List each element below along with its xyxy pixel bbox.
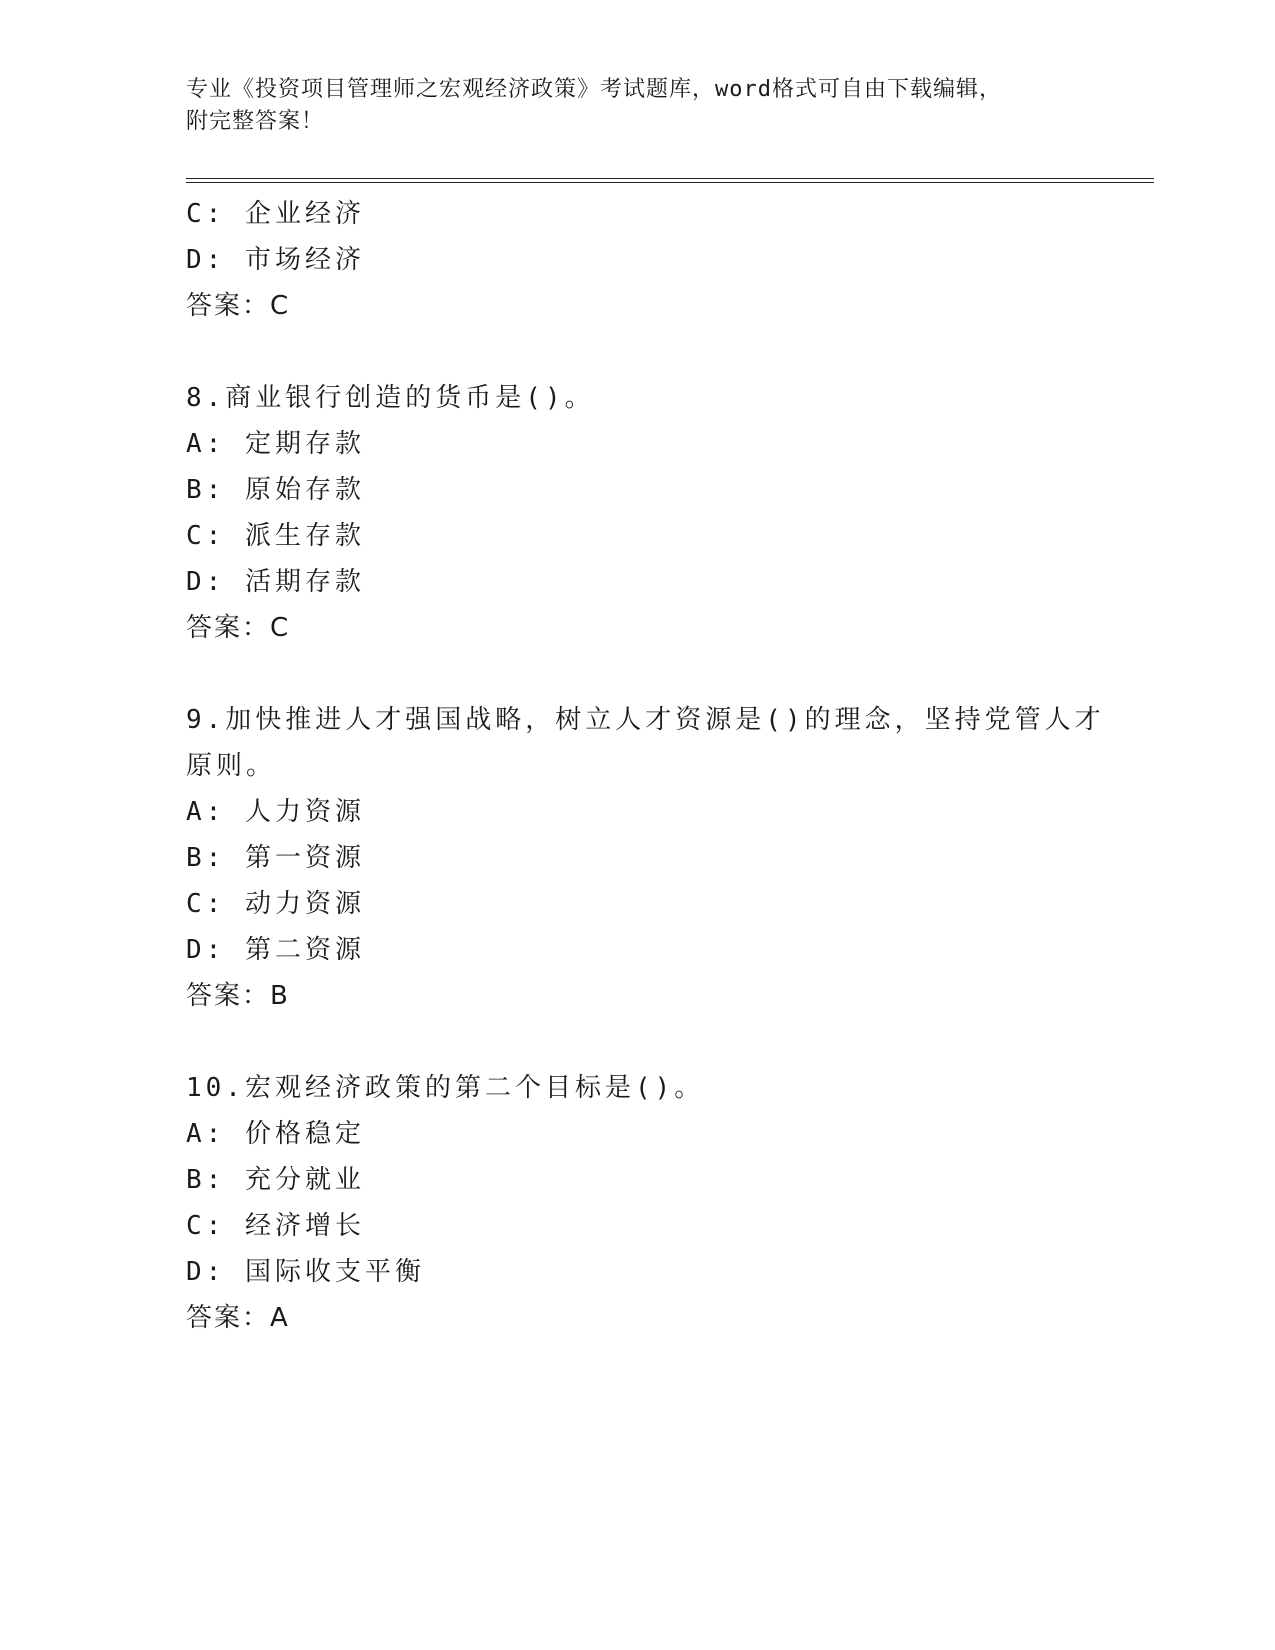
option-c: C: 动力资源 bbox=[186, 889, 365, 919]
question-7-continued bbox=[186, 191, 1086, 329]
answer-line: 答案：C bbox=[186, 613, 291, 643]
question-text: 9.加快推进人才强国战略，树立人才资源是()的理念，坚持党管人才 bbox=[186, 705, 1105, 735]
option-a: A: 定期存款 bbox=[186, 429, 365, 459]
document-header bbox=[186, 74, 1076, 138]
header-line-1: 专业《投资项目管理师之宏观经济政策》考试题库，word格式可自由下载编辑， bbox=[186, 77, 1002, 102]
spacer bbox=[186, 651, 1086, 697]
header-line-2: 附完整答案！ bbox=[186, 109, 325, 134]
header-divider bbox=[186, 178, 1154, 183]
question-10 bbox=[186, 1065, 1086, 1341]
answer-line: 答案：A bbox=[186, 1303, 290, 1333]
question-9 bbox=[186, 697, 1105, 1019]
option-d: D: 活期存款 bbox=[186, 567, 365, 597]
option-d: D: 市场经济 bbox=[186, 245, 365, 275]
question-text: 10.宏观经济政策的第二个目标是()。 bbox=[186, 1073, 705, 1103]
question-text: 8.商业银行创造的货币是()。 bbox=[186, 383, 595, 413]
question-8 bbox=[186, 375, 1086, 651]
question-text-continued: 原则。 bbox=[186, 751, 277, 781]
option-d: D: 国际收支平衡 bbox=[186, 1257, 425, 1287]
option-b: B: 第一资源 bbox=[186, 843, 365, 873]
option-c: C: 派生存款 bbox=[186, 521, 365, 551]
option-c: C: 企业经济 bbox=[186, 199, 365, 229]
option-d: D: 第二资源 bbox=[186, 935, 365, 965]
option-b: B: 原始存款 bbox=[186, 475, 365, 505]
option-c: C: 经济增长 bbox=[186, 1211, 365, 1241]
option-a: A: 人力资源 bbox=[186, 797, 365, 827]
answer-line: 答案：C bbox=[186, 291, 291, 321]
option-b: B: 充分就业 bbox=[186, 1165, 365, 1195]
answer-line: 答案：B bbox=[186, 981, 290, 1011]
spacer bbox=[186, 329, 1086, 375]
spacer bbox=[186, 1019, 1086, 1065]
question-list bbox=[186, 191, 1105, 1341]
option-a: A: 价格稳定 bbox=[186, 1119, 365, 1149]
